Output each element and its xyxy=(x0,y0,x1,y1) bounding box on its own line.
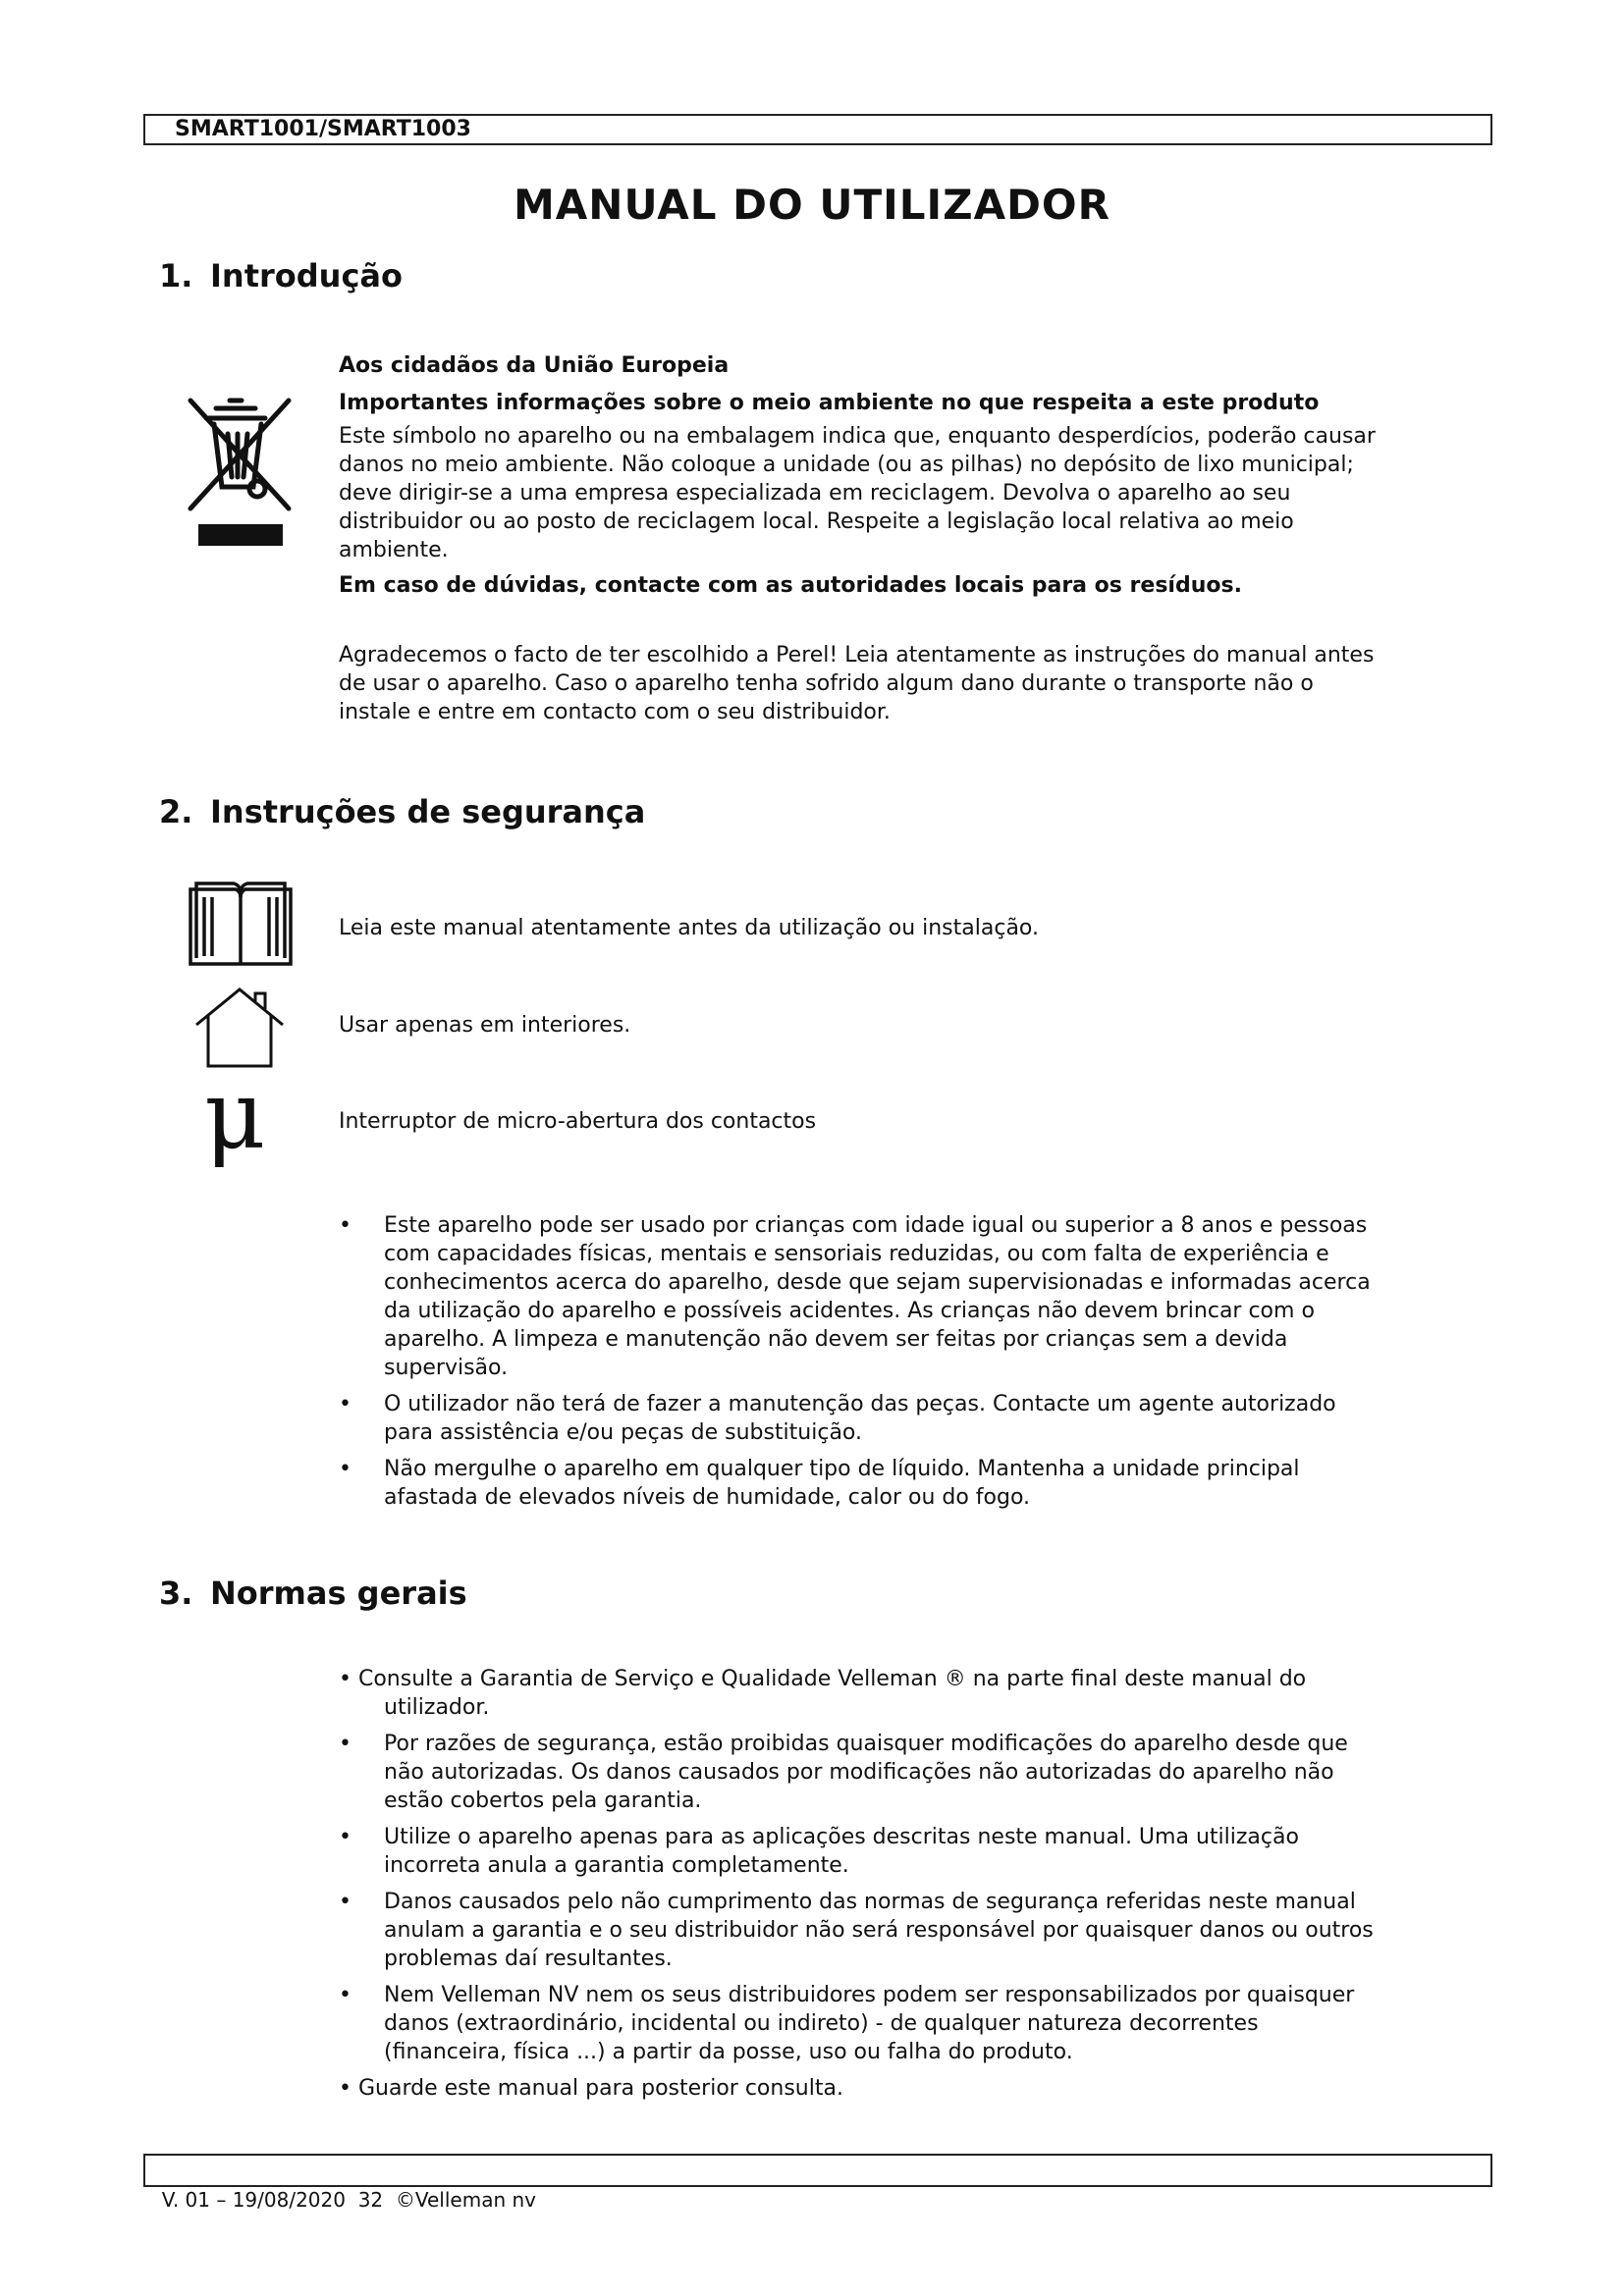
bullet-icon: • xyxy=(339,2076,358,2101)
bullet-line: afastada de elevados níveis de humidade, calor ou do fogo. xyxy=(384,1485,1031,1510)
bullet-line: danos (extraordinário, incidental ou indireto) - de qualquer natureza decorrentes xyxy=(384,2011,1259,2036)
thanks-line: Agradecemos o facto de ter escolhido a Perel! Leia atentamente as instruções do manual antes xyxy=(339,643,1375,667)
list-item xyxy=(339,1730,1448,1815)
list-item xyxy=(339,1888,1448,1973)
bullet-icon: • xyxy=(339,1825,352,1849)
bullet-line: Este aparelho pode ser usado por crianças com idade igual ou superior a 8 anos e pessoas xyxy=(384,1213,1368,1238)
eu-body xyxy=(339,422,1468,564)
bullet-icon: • xyxy=(339,1983,352,2007)
footer-version-box xyxy=(143,2154,1492,2212)
thanks-line: instale e entre em contacto com o seu distribuidor. xyxy=(339,700,891,724)
bullet-line: com capacidades físicas, mentais e sensoriais reduzidas, ou com falta de experiência e xyxy=(384,1242,1329,1266)
eu-body-line: danos no meio ambiente. Não coloque a unidade (ou as pilhas) no depósito de lixo municipal; xyxy=(339,453,1354,477)
header-model-box xyxy=(143,114,1492,145)
eu-body-line: deve dirigir-se a uma empresa especializada em reciclagem. Devolva o aparelho ao seu xyxy=(339,481,1291,506)
eu-body-line: Este símbolo no aparelho ou na embalagem indica que, enquanto desperdícios, poderão causar xyxy=(339,424,1376,449)
bullet-line: estão cobertos pela garantia. xyxy=(384,1789,702,1813)
bullet-line: (financeira, física ...) a partir da posse, uso ou falha do produto. xyxy=(384,2040,1073,2064)
bullet-line: aparelho. A limpeza e manutenção não devem ser feitas por crianças sem a devida xyxy=(384,1327,1288,1352)
list-item xyxy=(339,2074,1448,2103)
micro-switch-icon: μ xyxy=(204,1060,266,1170)
eu-body-line: distribuidor ou ao posto de reciclagem local. Respeite a legislação local relativa ao meio xyxy=(339,509,1294,534)
page-title: MANUAL DO UTILIZADOR xyxy=(514,181,1110,229)
bullet-icon: • xyxy=(339,1392,352,1416)
bullet-icon: • xyxy=(339,1732,352,1756)
section-title: Introdução xyxy=(210,257,403,294)
eu-subtitle: Importantes informações sobre o meio ambiente no que respeita a este produto xyxy=(339,391,1320,415)
safety-icon-text-micro: Interruptor de micro-abertura dos contactos xyxy=(339,1109,817,1134)
safety-bullet-list xyxy=(339,1211,1448,1520)
eu-body-line: ambiente. xyxy=(339,538,449,562)
bullet-line: supervisão. xyxy=(384,1356,509,1380)
footer-text: V. 01 – 19/08/2020 32 ©Velleman nv xyxy=(161,2188,536,2212)
section-number: 3. xyxy=(159,1575,193,1612)
bullet-icon: • xyxy=(339,1457,352,1481)
list-item xyxy=(339,1665,1448,1722)
bullet-icon: • xyxy=(339,1890,352,1914)
header-model: SMART1001/SMART1003 xyxy=(175,117,471,141)
safety-icon-text-book: Leia este manual atentamente antes da utilização ou instalação. xyxy=(339,916,1039,940)
list-item xyxy=(339,1823,1448,1880)
bullet-line: Nem Velleman NV nem os seus distribuidores podem ser responsabilizados por quaisquer xyxy=(384,1983,1355,2007)
bullet-text: Guarde este manual para posterior consulta. xyxy=(357,2076,843,2101)
eu-title: Aos cidadãos da União Europeia xyxy=(339,353,730,378)
bullet-line: Por razões de segurança, estão proibidas quaisquer modificações do aparelho desde que xyxy=(384,1732,1348,1756)
bullet-line: O utilizador não terá de fazer a manutenção das peças. Contacte um agente autorizado xyxy=(384,1392,1336,1416)
bullet-line xyxy=(339,2074,1448,2103)
bullet-line: para assistência e/ou peças de substituição. xyxy=(384,1420,862,1445)
bullet-line: problemas daí resultantes. xyxy=(384,1947,673,1971)
thanks-paragraph xyxy=(339,641,1468,726)
bullet-line: utilizador. xyxy=(384,1695,490,1720)
bullet-line: Utilize o aparelho apenas para as aplicações descritas neste manual. Uma utilização xyxy=(384,1825,1299,1849)
weee-bin-crossed-icon xyxy=(185,393,295,550)
section-number: 1. xyxy=(159,257,193,294)
list-item xyxy=(339,1211,1448,1382)
section-heading-safety xyxy=(159,793,645,830)
section-heading-general xyxy=(159,1575,467,1612)
list-item xyxy=(339,1981,1448,2066)
section-heading-intro xyxy=(159,257,403,294)
bullet-line: Não mergulhe o aparelho em qualquer tipo de líquido. Mantenha a unidade principal xyxy=(384,1457,1300,1481)
bullet-line xyxy=(339,1665,1448,1693)
section-title: Normas gerais xyxy=(210,1575,467,1612)
eu-note: Em caso de dúvidas, contacte com as autoridades locais para os resíduos. xyxy=(339,573,1242,598)
section-number: 2. xyxy=(159,793,193,830)
list-item xyxy=(339,1455,1448,1512)
bullet-icon: • xyxy=(339,1667,358,1691)
general-bullet-list xyxy=(339,1665,1448,2110)
bullet-icon: • xyxy=(339,1213,352,1238)
bullet-line: incorreta anula a garantia completamente. xyxy=(384,1853,849,1878)
list-item xyxy=(339,1390,1448,1447)
bullet-line: conhecimentos acerca do aparelho, desde que sejam supervisionadas e informadas acerca xyxy=(384,1270,1371,1295)
house-icon xyxy=(192,986,287,1070)
safety-icon-text-house: Usar apenas em interiores. xyxy=(339,1013,631,1038)
bullet-line: da utilização do aparelho e possíveis acidentes. As crianças não devem brincar com o xyxy=(384,1299,1315,1323)
bullet-line: Danos causados pelo não cumprimento das normas de segurança referidas neste manual xyxy=(384,1890,1356,1914)
bullet-line: anulam a garantia e o seu distribuidor não será responsável por quaisquer danos ou outros xyxy=(384,1918,1374,1943)
book-icon xyxy=(187,880,295,972)
thanks-line: de usar o aparelho. Caso o aparelho tenha sofrido algum dano durante o transporte não o xyxy=(339,671,1314,696)
bullet-line: não autorizadas. Os danos causados por modificações não autorizadas do aparelho não xyxy=(384,1760,1334,1785)
section-title: Instruções de segurança xyxy=(210,793,646,830)
bullet-text: Consulte a Garantia de Serviço e Qualidade Velleman ® na parte final deste manual do xyxy=(357,1667,1307,1691)
